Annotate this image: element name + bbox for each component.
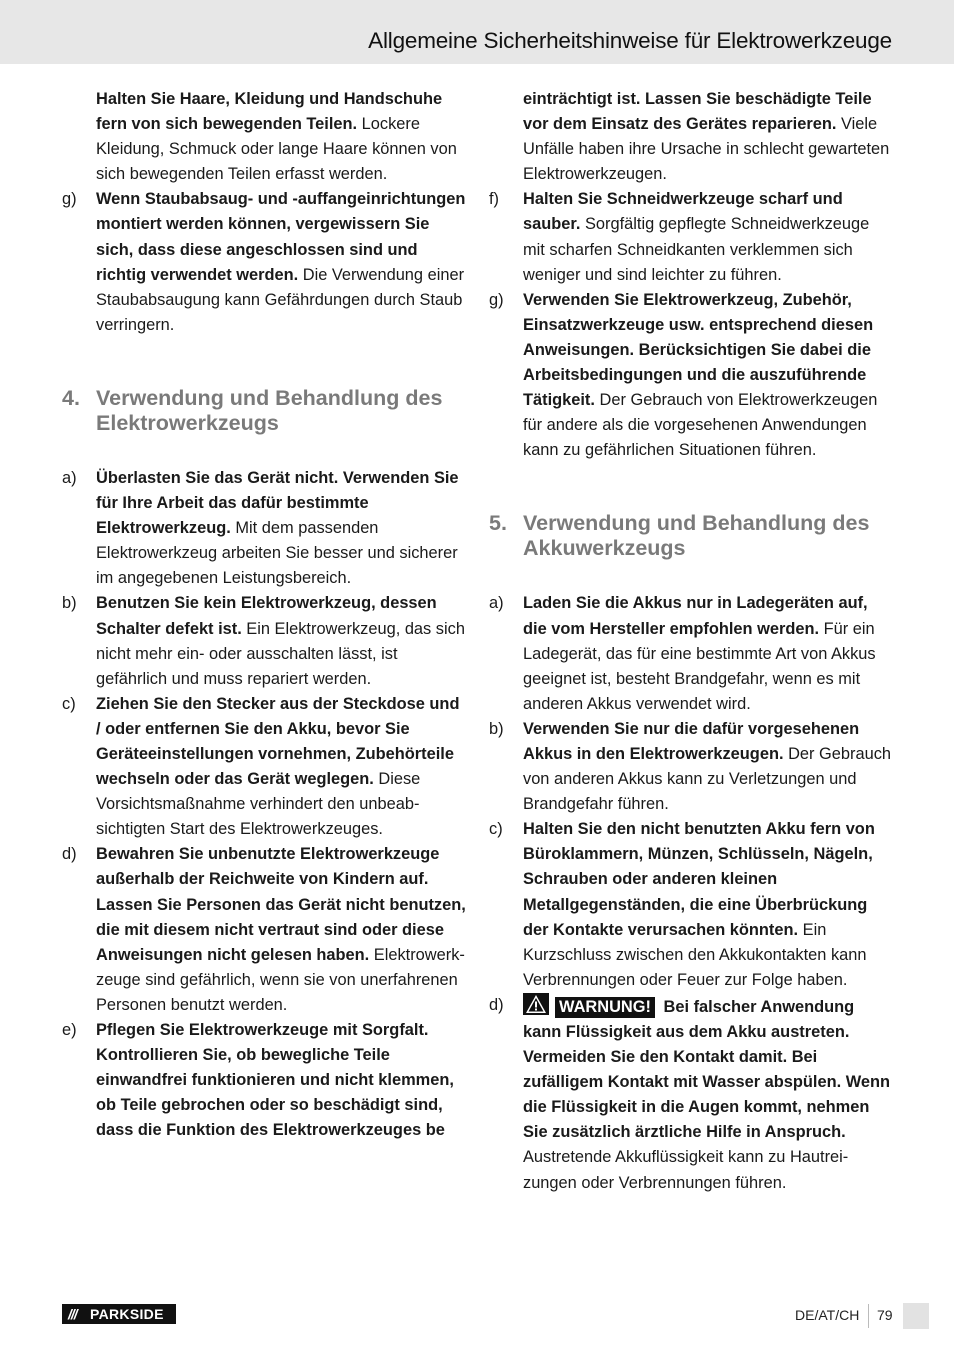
left-item-g [62, 187, 467, 338]
right-item-c-marker: c) [489, 820, 503, 839]
right-item-f-text: Sorgfältig gepflegte Schneidwerkzeuge mit scharfen Schneidkanten verklemmen sich weniger und sind leichter zu führen. [523, 215, 870, 284]
logo-slashes: /// [68, 1306, 77, 1322]
left-item-b-marker: b) [62, 594, 77, 613]
left-item-d-text: Elektrowerkzeuge sind gefährlich, wenn sie von unerfahrenen Personen benutzt werden. [96, 945, 465, 1014]
left-item-d [62, 842, 467, 1018]
left-item-d-bold: Bewahren Sie unbenutzte Elektrowerkzeuge außerhalb der Reichweite von Kindern auf. Lassen Sie Personen das Gerät nicht benutzen, die mit diesem nicht vertraut sind oder diese Anweisungen nicht gelesen haben. [96, 845, 466, 964]
left-item-a-bold: Überlasten Sie das Gerät nicht. Verwenden Sie für Ihre Arbeit das dafür bestimmte Elektrowerkzeug. [96, 468, 459, 538]
footer-country: DE/AT/CH [795, 1307, 860, 1323]
left-item-e [62, 1018, 467, 1143]
right-item-a-text: Für ein Ladegerät, das für eine bestimmte Art von Akkus geeignet ist, besteht Brandgefahr, wenn es mit anderen Akkus verwendet wird. [523, 619, 876, 713]
section-5-title: Verwendung und Behandlung des Akkuwerkzeugs [523, 511, 870, 561]
warning-label: WARNUNG! [555, 997, 655, 1018]
right-item-f [489, 187, 894, 287]
right-item-b-bold: Verwenden Sie nur die dafür vorgesehenen Akkus in den Elektrowerkzeugen. [523, 719, 860, 763]
right-item-f-bold: Halten Sie Schneidwerkzeuge scharf und sauber. [523, 190, 843, 234]
right-item-g [489, 288, 894, 464]
right-item-a-bold: Laden Sie die Akkus nur in Ladegeräten auf, die vom Hersteller empfohlen werden. [523, 594, 868, 638]
right-cont-text: Viele Unfälle haben ihre Ursache in schlecht gewarteten Elektrowerkzeugen. [523, 115, 890, 184]
left-item-c [62, 692, 467, 843]
left-continued-item [62, 87, 467, 187]
right-item-b-marker: b) [489, 719, 504, 738]
right-item-d-marker: d) [489, 995, 504, 1014]
left-item-b-text: Ein Elektrowerkzeug, das sich nicht mehr ein- oder ausschalten lässt, ist gefährlich und muss repariert werden. [96, 619, 465, 688]
left-item-g-bold: Wenn Staubabsaug- und -auffangeinrichtungen montiert werden können, vergewissern Sie sich, dass diese angeschlossen sind und richtig verwendet werden. [96, 190, 466, 284]
left-column [62, 87, 467, 1143]
right-item-g-bold: Verwenden Sie Elektrowerkzeug, Zubehör, Einsatzwerkzeuge usw. entsprechend diesen Anweisungen. Berücksichtigen Sie dabei die Arbeitsbedingungen und die auszuführende Tätigkeit. [523, 290, 874, 410]
page-header-title: Allgemeine Sicherheitshinweise für Elektrowerkzeuge [368, 28, 892, 53]
right-continued-item [489, 87, 894, 187]
left-item-e-bold: Pflegen Sie Elektrowerkzeuge mit Sorgfalt. Kontrollieren Sie, ob bewegliche Teile einwandfrei funktionieren und nicht klemmen, ob Teile gebrochen oder so beschädigt sind, dass die Funktion des Elektrowerkzeuges be [96, 1021, 454, 1140]
left-item-d-marker: d) [62, 845, 77, 864]
right-item-b [489, 717, 894, 817]
section-5-heading [489, 511, 894, 561]
section-4-heading [62, 386, 467, 436]
left-item-e-marker: e) [62, 1021, 77, 1039]
right-item-d-bold: Bei falscher Anwendung kann Flüssigkeit aus dem Akku austreten. Vermeiden Sie den Kontakt damit. Bei zufälligem Kontakt mit Wasser abspülen. Wenn die Flüssigkeit in die Augen kommt, nehmen Sie zusätzlich ärztliche Hilfe in Anspruch. [523, 997, 891, 1142]
left-item-c-marker: c) [62, 694, 76, 713]
left-item-g-text: Die Verwendung einer Staubabsaugung kann Gefährdungen durch Staub verringern. [96, 265, 465, 334]
left-item-g-marker: g) [62, 190, 77, 209]
right-item-c-text: Ein Kurzschluss zwischen den Akkukontakten kann Verbrennungen oder Feuer zur Folge haben. [523, 920, 867, 989]
left-item-c-text: Diese Vorsichtsmaßnahme verhindert den unbeabsichtigten Start des Elektrowerkzeuges. [96, 770, 421, 839]
right-item-d [489, 993, 894, 1196]
left-item-b-bold: Benutzen Sie kein Elektrowerkzeug, dessen Schalter defekt ist. [96, 594, 437, 638]
left-item-c-bold: Ziehen Sie den Stecker aus der Steckdose und / oder entfernen Sie den Akku, bevor Sie Geräteeinstellungen vornehmen, Zubehörteile wechseln oder das Gerät weglegen. [96, 694, 460, 789]
right-item-a [489, 591, 894, 716]
left-cont-bold: Halten Sie Haare, Kleidung und Handschuhe fern von sich bewegenden Teilen. [96, 90, 443, 134]
right-item-c [489, 817, 894, 993]
section-4-title: Verwendung und Behandlung des Elektrowerkzeugs [96, 385, 443, 435]
warning-triangle-icon [523, 993, 549, 1015]
right-item-f-marker: f) [489, 190, 500, 209]
logo-brand: PARKSIDE [90, 1306, 164, 1322]
section-4-number: 4. [62, 385, 80, 410]
right-cont-bold: einträchtigt ist. Lassen Sie beschädigte Teile vor dem Einsatz des Gerätes reparieren. [523, 90, 872, 134]
right-item-g-marker: g) [489, 290, 504, 309]
right-item-a-marker: a) [489, 594, 504, 613]
right-item-c-bold: Halten Sie den nicht benutzten Akku fern von Büroklammern, Münzen, Schlüsseln, Nägeln, Schrauben oder anderen kleinen Metallgegenständen, die eine Überbrückung der Kontakte verursachen könnten. [523, 820, 875, 939]
left-item-b [62, 591, 467, 691]
right-item-d-text: Austretende Akkuflüssigkeit kann zu Hautreizungen oder Verbrennungen führen. [523, 1148, 849, 1192]
footer-box [903, 1303, 929, 1329]
right-item-g-text: Der Gebrauch von Elektrowerkzeugen für andere als die vorgesehenen Anwendungen kann zu gefährlichen Situationen führen. [523, 391, 878, 460]
footer-divider [868, 1304, 869, 1328]
left-item-a-text: Mit dem passenden Elektrowerkzeug arbeiten Sie besser und sicherer im angegebenen Leistungsbereich. [96, 519, 458, 588]
left-item-a-marker: a) [62, 468, 77, 487]
right-column [489, 87, 894, 1196]
parkside-logo [62, 1304, 176, 1324]
section-5-number: 5. [489, 511, 507, 536]
left-item-a [62, 466, 467, 591]
left-cont-text: Lockere Kleidung, Schmuck oder lange Haare können von sich bewegenden Teilen erfasst werden. [96, 115, 457, 184]
page-number: 79 [877, 1307, 893, 1323]
right-item-b-text: Der Gebrauch von anderen Akkus kann zu Verletzungen und Brandgefahr führen. [523, 744, 892, 814]
